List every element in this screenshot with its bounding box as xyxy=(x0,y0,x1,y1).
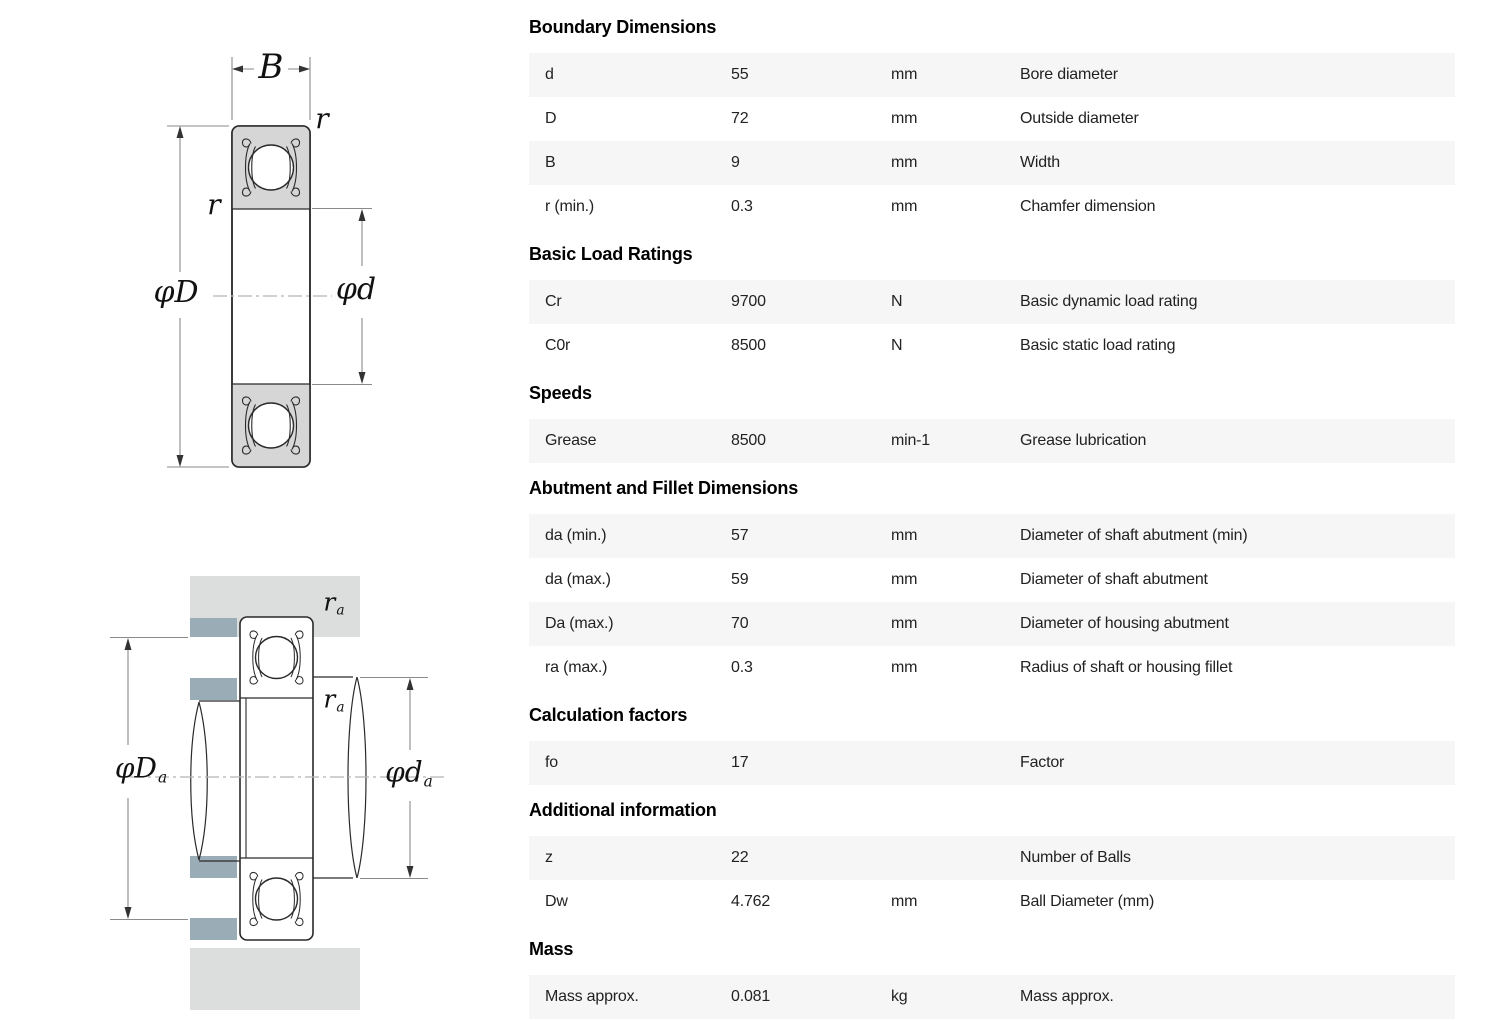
spec-row xyxy=(529,419,1455,463)
spec-row xyxy=(529,646,1455,690)
label-sub: a xyxy=(336,699,345,716)
spec-row xyxy=(529,53,1455,97)
shaft-shoulder xyxy=(190,856,237,878)
cell-desc: Diameter of shaft abutment xyxy=(1020,571,1208,588)
cell-param: Dw xyxy=(545,893,568,910)
arrow-down xyxy=(125,907,132,919)
spec-row xyxy=(529,558,1455,602)
spec-table xyxy=(529,0,1455,1019)
cell-value: 22 xyxy=(731,849,749,866)
bearing-cross-section-diagram xyxy=(167,57,372,467)
cell-param: Da (max.) xyxy=(545,615,614,632)
housing-shoulder xyxy=(190,918,237,940)
fillet-radius-label xyxy=(323,684,345,716)
cell-unit: min-1 xyxy=(891,432,931,449)
cell-unit: mm xyxy=(891,154,918,171)
cell-unit: mm xyxy=(891,893,918,910)
label-main: φD xyxy=(114,751,157,785)
cell-value: 4.762 xyxy=(731,893,771,910)
cell-param: fo xyxy=(545,754,558,771)
cell-desc: Chamfer dimension xyxy=(1020,198,1156,215)
cell-param: Cr xyxy=(545,293,562,310)
cell-value: 17 xyxy=(731,754,749,771)
cell-value: 0.3 xyxy=(731,659,753,676)
shaft-shoulder xyxy=(190,678,237,700)
chamfer-label: r xyxy=(315,102,329,135)
outer-diameter-label: φD xyxy=(153,275,199,310)
bore-diameter-label: φd xyxy=(335,272,377,307)
cell-param: D xyxy=(545,110,557,127)
cell-desc: Diameter of housing abutment xyxy=(1020,615,1229,632)
cell-param: d xyxy=(545,66,554,83)
section-title: Boundary Dimensions xyxy=(529,17,717,37)
cell-desc: Number of Balls xyxy=(1020,849,1131,866)
ball-icon xyxy=(256,637,298,679)
cell-value: 59 xyxy=(731,571,749,588)
cell-desc: Ball Diameter (mm) xyxy=(1020,893,1155,910)
cell-unit: mm xyxy=(891,571,918,588)
cell-param: C0r xyxy=(545,337,571,354)
cell-unit: N xyxy=(891,293,903,310)
section-title: Calculation factors xyxy=(529,705,688,725)
cell-desc: Diameter of shaft abutment (min) xyxy=(1020,527,1248,544)
cell-value: 8500 xyxy=(731,337,766,354)
cell-param: B xyxy=(545,154,556,171)
label-sub: a xyxy=(157,768,168,787)
cell-value: 9 xyxy=(731,154,740,171)
cell-unit: mm xyxy=(891,659,918,676)
cell-unit: N xyxy=(891,337,903,354)
housing-block-bottom xyxy=(190,948,360,1010)
spec-row xyxy=(529,185,1455,229)
cell-value: 57 xyxy=(731,527,749,544)
label-sub: a xyxy=(423,772,433,791)
section-title: Basic Load Ratings xyxy=(529,244,693,264)
cell-desc: Mass approx. xyxy=(1020,988,1114,1005)
arrow-up xyxy=(359,209,366,221)
bearing-diagrams-panel xyxy=(0,0,520,1020)
left-shaft xyxy=(191,701,243,861)
spec-row xyxy=(529,141,1455,185)
cell-param: ra (max.) xyxy=(545,659,608,676)
arrow-up xyxy=(125,638,132,650)
housing-abutment-label xyxy=(114,751,168,787)
spec-row xyxy=(529,602,1455,646)
cell-desc: Basic dynamic load rating xyxy=(1020,293,1198,310)
cell-desc: Outside diameter xyxy=(1020,110,1139,127)
shaft-abutment-label xyxy=(385,755,433,791)
cell-param: da (min.) xyxy=(545,527,607,544)
cell-value: 0.3 xyxy=(731,198,753,215)
ball-icon xyxy=(249,145,294,190)
section-title: Additional information xyxy=(529,800,717,820)
label-sub: a xyxy=(336,602,345,619)
cell-value: 8500 xyxy=(731,432,766,449)
width-label: B xyxy=(258,47,284,87)
arrow-up xyxy=(177,126,184,138)
arrow-down xyxy=(407,866,414,878)
spec-row xyxy=(529,741,1455,785)
cell-value: 0.081 xyxy=(731,988,771,1005)
cell-param: da (max.) xyxy=(545,571,611,588)
cell-unit: mm xyxy=(891,615,918,632)
cell-param: Grease xyxy=(545,432,597,449)
fillet-radius-label xyxy=(323,587,345,619)
mounting-diagram xyxy=(110,576,445,1010)
spec-row xyxy=(529,280,1455,324)
spec-row xyxy=(529,836,1455,880)
cell-value: 9700 xyxy=(731,293,766,310)
spec-row xyxy=(529,324,1455,368)
cell-desc: Grease lubrication xyxy=(1020,432,1147,449)
arrow-right xyxy=(299,66,310,73)
section-title: Speeds xyxy=(529,383,592,403)
cell-desc: Factor xyxy=(1020,754,1065,771)
label-main: r xyxy=(323,587,336,617)
arrow-down xyxy=(177,455,184,467)
cell-value: 72 xyxy=(731,110,749,127)
arrow-left xyxy=(232,66,243,73)
spec-row xyxy=(529,514,1455,558)
spec-row xyxy=(529,880,1455,924)
cell-param: Mass approx. xyxy=(545,988,639,1005)
spec-row xyxy=(529,97,1455,141)
cell-param: r (min.) xyxy=(545,198,595,215)
cell-unit: kg xyxy=(891,988,908,1005)
section-title: Mass xyxy=(529,939,574,959)
cell-unit: mm xyxy=(891,198,918,215)
cell-desc: Bore diameter xyxy=(1020,66,1118,83)
cell-desc: Width xyxy=(1020,154,1060,171)
cell-unit: mm xyxy=(891,110,918,127)
spec-row xyxy=(529,975,1455,1019)
cell-unit: mm xyxy=(891,66,918,83)
arrow-up xyxy=(407,678,414,690)
bearing-diagrams-svg xyxy=(0,0,520,1020)
cell-unit: mm xyxy=(891,527,918,544)
cell-value: 55 xyxy=(731,66,749,83)
cell-value: 70 xyxy=(731,615,749,632)
cell-desc: Radius of shaft or housing fillet xyxy=(1020,659,1233,676)
label-main: φd xyxy=(385,755,423,789)
cell-desc: Basic static load rating xyxy=(1020,337,1176,354)
chamfer-label: r xyxy=(207,188,221,221)
arrow-down xyxy=(359,372,366,384)
cell-param: z xyxy=(545,849,553,866)
section-title: Abutment and Fillet Dimensions xyxy=(529,478,799,498)
housing-shoulder xyxy=(190,618,237,637)
label-main: r xyxy=(323,684,336,714)
ball-icon xyxy=(249,403,294,448)
